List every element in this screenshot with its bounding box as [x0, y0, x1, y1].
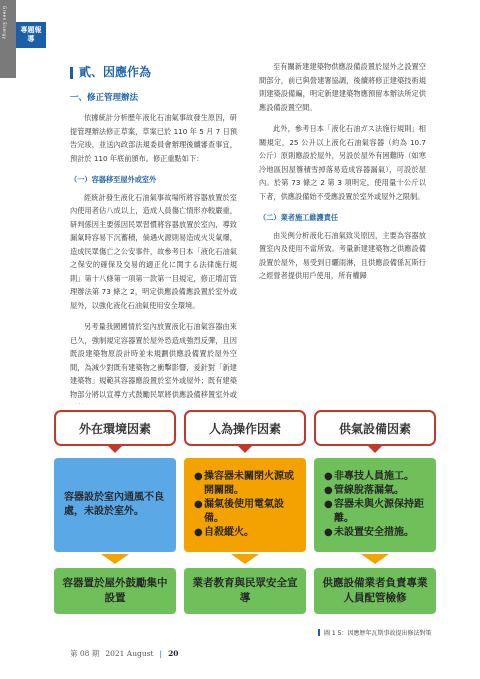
body-human-factors — [184, 458, 306, 552]
item-title-1: （一）容器移至屋外或室外 — [70, 175, 157, 184]
issue-date: 2021 August — [105, 649, 154, 658]
head-external-factors: 外在環境因素 — [54, 410, 176, 446]
page-number: 20 — [168, 649, 179, 658]
section-title-text: 貳、因應作為 — [79, 65, 152, 79]
subsection-title: 一、修正管理辦法 — [70, 92, 139, 103]
section-title — [70, 66, 237, 80]
arrow-down-icon — [361, 554, 389, 564]
side-tab — [0, 0, 16, 78]
human-factor-item: ● 操容器未關閉火源或開關閥。 — [194, 471, 294, 496]
human-factor-item: ● 漏氣後使用電氣設備。 — [194, 499, 284, 524]
figure-caption-text: 圖 1 5：因應歷年瓦斯事故提出修法對策 — [324, 630, 432, 637]
paragraph-3: 另考量我國國情於室內放置液化石油氣容器由來已久，強制規定容器置於屋外恐造成強烈反彈，且因既設建築物原設計時並未規劃供應設備置於屋外空間，為減少對既有建築物之衝擊影響，爰針對「新建建築物」規範其容器應設置於室外或屋外；既有建築物部分將以宣導方式鼓勵民眾將供應設備移置室外或 — [70, 322, 237, 399]
equipment-factor-item: ● 非專技人員施工。 — [324, 471, 414, 482]
solution-equipment: 供應設備業者負責專業人員配管檢修 — [314, 568, 436, 614]
equipment-factor-item: ● 容器未與火源保持距離。 — [324, 499, 424, 524]
external-factors-text: 容器設於室內通風不良處，未設於室外。 — [64, 492, 164, 517]
solution-external: 容器置於屋外鼓勵集中設置 — [54, 568, 176, 614]
paragraph-6: 由災例分析液化石油氣致災原因，主要為容器放置室內及使用不當所致。考量新建建築物之供應設備設置於屋外，易受到日曬雨淋，且供應設備係瓦斯行之經營者提供用戶使用，所有權歸 — [259, 230, 426, 280]
paragraph-1: 依據統計分析歷年液化石油氣事故發生原因，研提管理辦法修正草案，草案已於 110 年 5 月 7 日預告完竣，並送內政部法規委員會辦理後續審查事宜，預計於 110 年底前頒布。修正重點如下： — [70, 113, 237, 163]
paragraph-4: 至有關新建建築物供應設備設置於屋外之設置空間部分，前已與營建署協調，後續將修正建築技術規則建築設備編，明定新建建築物應預留本辦法所定供應設備設置空間。 — [259, 62, 426, 112]
body-equipment-factors — [314, 458, 436, 552]
equipment-factor-item: ● 未設置安全措施。 — [324, 527, 414, 538]
body-external-factors — [54, 458, 176, 552]
figure-caption — [318, 628, 431, 637]
factor-diagram — [46, 404, 444, 620]
arrow-down-icon — [231, 554, 259, 564]
side-tab-subtitle: Green Energy — [2, 6, 7, 40]
head-human-factors: 人為操作因素 — [184, 410, 306, 446]
caption-mark — [318, 629, 320, 636]
solution-human: 業者教育與民眾安全宣導 — [184, 568, 306, 614]
issue-number: 第 08 期 — [70, 649, 100, 658]
paragraph-5: 此外，參考日本「液化石油ガス法施行規則」相關規定，25 公升以上液化石油氣容器（約為 10.7 公斤）原則應設於屋外，另設於屋外有困難時（如寒冷地區因屋簷積雪掉落易造成容器漏氣），可設於屋內。於第 73 條之 2 第 3 項明定，使用量十公斤以下者，供應設備始不受應設置於室外或屋外之限制。 — [259, 124, 426, 201]
human-factor-item: ● 自殺縱火。 — [194, 527, 254, 538]
item-title-2: （二）業者施工維護責任 — [259, 213, 339, 222]
footer-separator: | — [159, 649, 163, 658]
head-equipment-factors: 供氣設備因素 — [314, 410, 436, 446]
right-column — [259, 60, 426, 291]
section-badge: 專題報導 — [16, 22, 46, 48]
title-bar — [70, 67, 73, 79]
equipment-factor-item: ● 管線脫落漏氣。 — [324, 485, 404, 496]
left-column — [70, 64, 237, 423]
page-footer — [70, 648, 179, 659]
paragraph-2: 經統計發生液化石油氣事故場所將容器放置於室內使用者佔八成以上，造成人員傷亡情形亦較嚴重，研判係因主要係因民眾習慣將容器放置於室內，導致漏氣時容易下沉蓄積，倘遇火源則易造成火災氣爆，造成民眾傷亡之公安事件，故參考日本「液化石油氣之保安的確保及交易的適正化に関する法律施行規則」第十八條第一項第一款第一目規定，修正增訂管理辦法第 73 條之 2，明定供應設備應設置於室外或屋外，以強化液化石油氣使用安全環境。 — [70, 192, 237, 310]
arrow-down-icon — [101, 554, 129, 564]
